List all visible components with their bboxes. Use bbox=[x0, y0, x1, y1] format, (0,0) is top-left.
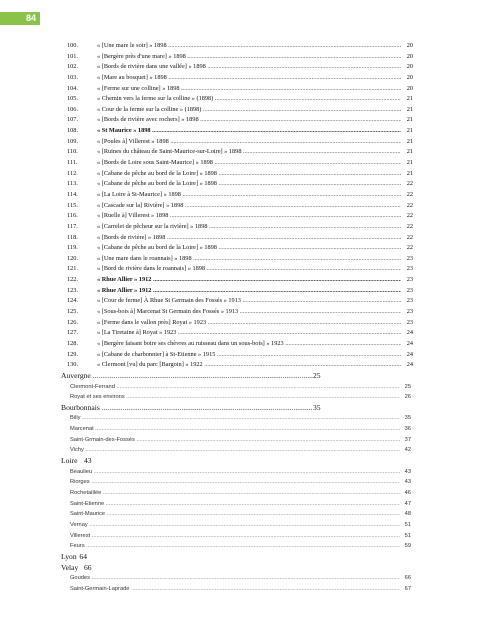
entry-number: 106. bbox=[67, 105, 79, 113]
entry-title-text: « [Cabane de pêche au bord de la Loire] » 1898 bbox=[97, 180, 217, 188]
list-item[interactable] bbox=[0, 211, 479, 222]
entry-page: 21 bbox=[401, 126, 413, 137]
entry-title bbox=[97, 211, 401, 222]
town-name bbox=[70, 509, 407, 520]
town-page: 47 bbox=[400, 499, 411, 510]
region-page: 35 bbox=[313, 402, 321, 412]
region-name-text: Velay bbox=[61, 562, 79, 572]
region-heading[interactable] bbox=[0, 552, 479, 563]
town-name bbox=[70, 477, 407, 488]
entry-title-text: « Clermont [vu] du parc [Bargoin] » 1922 bbox=[97, 361, 203, 369]
entry-title bbox=[97, 339, 401, 350]
region-heading[interactable] bbox=[0, 456, 479, 467]
region-index bbox=[0, 371, 479, 595]
town-name-text: Feurs bbox=[70, 543, 85, 550]
entry-page: 22 bbox=[401, 179, 413, 190]
entry-number: 111. bbox=[67, 159, 78, 167]
list-item[interactable] bbox=[0, 137, 479, 148]
list-item[interactable] bbox=[0, 94, 479, 105]
entry-title-text: « [Ruines du château de Saint-Maurice-sur-Loire] » 1898 bbox=[97, 148, 242, 156]
town-item[interactable] bbox=[0, 445, 479, 456]
town-name bbox=[70, 584, 407, 595]
town-item[interactable] bbox=[0, 531, 479, 542]
region-name-text: Lyon bbox=[61, 552, 77, 562]
entry-title-text: « [Bords de rivière dans une vallée] » 1898 bbox=[97, 63, 206, 71]
town-item[interactable] bbox=[0, 488, 479, 499]
entry-title bbox=[97, 94, 401, 105]
entry-title bbox=[97, 233, 401, 244]
list-item[interactable] bbox=[0, 222, 479, 233]
list-item[interactable] bbox=[0, 62, 479, 73]
entry-title-text: « [Bord de rivière dans le roannais] » 1898 bbox=[97, 265, 206, 273]
list-item[interactable] bbox=[0, 339, 479, 350]
region-name bbox=[61, 552, 479, 563]
town-page: 46 bbox=[400, 488, 411, 499]
entry-title-text: « [Cabane de charbonnier] à St-Etienne » 1915 bbox=[97, 350, 216, 358]
entry-title-text: « St Maurice » 1898 bbox=[97, 127, 151, 135]
entry-number: 102. bbox=[67, 63, 79, 71]
list-item[interactable] bbox=[0, 179, 479, 190]
entry-page: 24 bbox=[401, 328, 413, 339]
entry-page: 21 bbox=[401, 158, 413, 169]
town-name-text: Riorges bbox=[70, 479, 90, 486]
town-name bbox=[70, 520, 407, 531]
page-number-badge: 84 bbox=[0, 12, 40, 25]
town-name bbox=[70, 499, 407, 510]
town-name-text: Saint-Etienne bbox=[70, 500, 105, 507]
entry-title bbox=[97, 328, 401, 339]
entry-title-text: « [Sous-bois à] Marcenat St Germain des Fossés » 1913 bbox=[97, 308, 239, 316]
region-heading[interactable] bbox=[0, 371, 479, 382]
town-item[interactable] bbox=[0, 584, 479, 595]
entry-page: 20 bbox=[401, 41, 413, 52]
entry-number: 118. bbox=[67, 233, 78, 241]
town-name-text: Saint-Germain-Laprade bbox=[70, 585, 130, 592]
entry-page: 20 bbox=[401, 62, 413, 73]
entry-number: 114. bbox=[67, 190, 78, 198]
entry-title-text: « [Bords de Loire sous Saint-Maurice] » 1898 bbox=[97, 159, 213, 167]
entry-title bbox=[97, 190, 401, 201]
town-name bbox=[70, 413, 407, 424]
town-page: 67 bbox=[400, 584, 411, 595]
entry-title-text: « Rhue Allier » 1912 bbox=[97, 286, 152, 294]
region-name-text: Auvergne bbox=[61, 371, 91, 380]
entry-number: 121. bbox=[67, 265, 79, 273]
entry-title-text: « Cour de la ferme sur la colline » (1898) bbox=[97, 105, 202, 113]
town-page: 51 bbox=[400, 531, 411, 542]
entry-title-text: « [La Tiretaine à] Royat » 1923 bbox=[97, 329, 177, 337]
town-name bbox=[70, 435, 407, 446]
region-name-text: Bourbonnais bbox=[61, 402, 100, 412]
entry-page: 23 bbox=[401, 318, 413, 329]
region-heading[interactable] bbox=[0, 563, 479, 574]
entry-title bbox=[97, 222, 401, 233]
town-name bbox=[70, 424, 407, 435]
entry-title bbox=[97, 286, 401, 297]
town-page: 25 bbox=[400, 382, 411, 393]
town-name-text: Royat et ses environs bbox=[70, 394, 125, 401]
entry-number: 126. bbox=[67, 318, 79, 326]
entry-number: 107. bbox=[67, 116, 79, 124]
entry-page: 24 bbox=[401, 339, 413, 350]
entry-page: 23 bbox=[401, 307, 413, 318]
entry-title-text: « Rhue Allier » 1912 bbox=[97, 276, 152, 284]
town-page: 51 bbox=[400, 520, 411, 531]
entry-page: 20 bbox=[401, 73, 413, 84]
entry-title-text: « [Bords de rivière avec rochers] » 1898 bbox=[97, 116, 199, 124]
entry-number: 129. bbox=[67, 350, 79, 358]
entry-title-text: « [Bergère faisant boire ses chèvres au ruisseau dans un sous-bois] » 1923 bbox=[97, 339, 284, 347]
list-item[interactable] bbox=[0, 360, 479, 371]
entry-title bbox=[97, 52, 401, 63]
town-item[interactable] bbox=[0, 424, 479, 435]
list-item[interactable] bbox=[0, 126, 479, 137]
list-item[interactable] bbox=[0, 169, 479, 180]
list-item[interactable] bbox=[0, 275, 479, 286]
town-item[interactable] bbox=[0, 467, 479, 478]
entry-title-text: « [Mare au bosquet] » 1898 bbox=[97, 73, 167, 81]
town-item[interactable] bbox=[0, 477, 479, 488]
list-item[interactable] bbox=[0, 296, 479, 307]
entry-page: 23 bbox=[401, 254, 413, 265]
entry-title-text: « [Ferme dans le vallon près] Royat » 1923 bbox=[97, 318, 207, 326]
entry-title bbox=[97, 158, 401, 169]
entry-title bbox=[97, 84, 401, 95]
entry-page: 22 bbox=[401, 233, 413, 244]
town-item[interactable] bbox=[0, 435, 479, 446]
town-page: 37 bbox=[400, 435, 411, 446]
entry-page: 20 bbox=[401, 84, 413, 95]
entry-title bbox=[97, 201, 401, 212]
town-item[interactable] bbox=[0, 382, 479, 393]
entry-title bbox=[97, 73, 401, 84]
entry-page: 21 bbox=[401, 147, 413, 158]
region-heading[interactable] bbox=[0, 403, 479, 414]
entry-number: 104. bbox=[67, 84, 79, 92]
town-item[interactable] bbox=[0, 413, 479, 424]
entry-page: 21 bbox=[401, 169, 413, 180]
entry-title bbox=[97, 41, 401, 52]
town-page: 42 bbox=[400, 445, 411, 456]
list-item[interactable] bbox=[0, 318, 479, 329]
town-name bbox=[70, 573, 407, 584]
entry-page: 23 bbox=[401, 296, 413, 307]
town-name-text: Goudes bbox=[70, 575, 90, 582]
entry-number: 105. bbox=[67, 95, 79, 103]
list-item[interactable] bbox=[0, 201, 479, 212]
town-name-text: Vichy bbox=[70, 447, 84, 454]
region-name bbox=[61, 371, 319, 382]
list-item[interactable] bbox=[0, 254, 479, 265]
entry-number: 116. bbox=[67, 212, 78, 220]
town-name-text: Billy bbox=[70, 415, 81, 422]
entry-title-text: « [Cour de ferme] À Rhue St Germain des Fossés » 1913 bbox=[97, 297, 241, 305]
town-page: 43 bbox=[400, 467, 411, 478]
entry-title-text: « [Cabane de pêche au bord de la Loire] » 1898 bbox=[97, 244, 217, 252]
entry-number: 122. bbox=[67, 276, 79, 284]
entry-page: 23 bbox=[401, 275, 413, 286]
list-item[interactable] bbox=[0, 307, 479, 318]
list-item[interactable] bbox=[0, 264, 479, 275]
list-item[interactable] bbox=[0, 84, 479, 95]
list-item[interactable] bbox=[0, 147, 479, 158]
entry-number: 127. bbox=[67, 329, 79, 337]
list-item[interactable] bbox=[0, 73, 479, 84]
entry-title-text: « Chemin vers la ferme sur la colline » (1898) bbox=[97, 95, 214, 103]
entry-title bbox=[97, 243, 401, 254]
entry-title bbox=[97, 254, 401, 265]
town-name-text: Villerest bbox=[70, 532, 91, 539]
region-page: 64 bbox=[79, 552, 87, 562]
region-page: 43 bbox=[84, 456, 92, 466]
town-name-text: Beaulieu bbox=[70, 468, 93, 475]
town-page: 48 bbox=[400, 509, 411, 520]
entry-title bbox=[97, 360, 401, 371]
town-name-text: Saint-Maurice bbox=[70, 511, 106, 518]
entry-number: 112. bbox=[67, 169, 78, 177]
list-item[interactable] bbox=[0, 233, 479, 244]
entry-title-text: « [Poules à] Villerest » 1898 bbox=[97, 137, 169, 145]
region-name bbox=[61, 563, 479, 574]
list-item[interactable] bbox=[0, 158, 479, 169]
entry-number: 101. bbox=[67, 52, 79, 60]
town-name bbox=[70, 445, 407, 456]
entry-number: 109. bbox=[67, 137, 79, 145]
entry-title-text: « [Ruelle à] Villerest » 1898 bbox=[97, 212, 169, 220]
entry-number: 113. bbox=[67, 180, 78, 188]
entry-title-text: « [Carrelet de pêcheur sur la rivière] » 1898 bbox=[97, 222, 208, 230]
region-name bbox=[61, 456, 479, 467]
entry-page: 21 bbox=[401, 115, 413, 126]
town-name bbox=[70, 488, 407, 499]
list-item[interactable] bbox=[0, 286, 479, 297]
entry-title bbox=[97, 105, 401, 116]
entry-title bbox=[97, 318, 401, 329]
entry-title bbox=[97, 264, 401, 275]
town-name bbox=[70, 392, 407, 403]
entry-title-text: « [Ferme sur une colline] » 1898 bbox=[97, 84, 180, 92]
entry-page: 24 bbox=[401, 350, 413, 361]
town-page: 26 bbox=[400, 392, 411, 403]
town-name-text: Saint-Grmain-des-Fossés bbox=[70, 436, 135, 443]
list-item[interactable] bbox=[0, 243, 479, 254]
entry-page: 24 bbox=[401, 360, 413, 371]
entry-title bbox=[97, 296, 401, 307]
entry-number: 117. bbox=[67, 222, 78, 230]
town-name bbox=[70, 467, 407, 478]
town-name-text: Clermont-Ferrand bbox=[70, 383, 115, 390]
entry-page: 23 bbox=[401, 286, 413, 297]
list-item[interactable] bbox=[0, 105, 479, 116]
town-page: 36 bbox=[400, 424, 411, 435]
entry-title bbox=[97, 115, 401, 126]
entry-title bbox=[97, 275, 401, 286]
entry-title-text: « [Une mare dans le roannais] » 1898 bbox=[97, 254, 192, 262]
entry-title bbox=[97, 169, 401, 180]
list-item[interactable] bbox=[0, 350, 479, 361]
town-name-text: Vernay bbox=[70, 522, 88, 529]
town-page: 35 bbox=[400, 413, 411, 424]
entry-title bbox=[97, 137, 401, 148]
entry-number: 110. bbox=[67, 148, 78, 156]
town-item[interactable] bbox=[0, 509, 479, 520]
town-item[interactable] bbox=[0, 573, 479, 584]
town-name bbox=[70, 382, 407, 393]
entry-number: 130. bbox=[67, 361, 79, 369]
region-page: 66 bbox=[84, 562, 92, 572]
town-item[interactable] bbox=[0, 541, 479, 552]
list-item[interactable] bbox=[0, 115, 479, 126]
entry-title bbox=[97, 350, 401, 361]
entry-number: 125. bbox=[67, 308, 79, 316]
entry-page: 22 bbox=[401, 190, 413, 201]
entry-number: 115. bbox=[67, 201, 78, 209]
list-item[interactable] bbox=[0, 328, 479, 339]
list-item[interactable] bbox=[0, 190, 479, 201]
entry-title bbox=[97, 62, 401, 73]
entry-number: 120. bbox=[67, 254, 79, 262]
town-item[interactable] bbox=[0, 392, 479, 403]
entry-title bbox=[97, 307, 401, 318]
entry-number: 100. bbox=[67, 42, 79, 49]
list-item[interactable] bbox=[0, 41, 479, 52]
entry-title-text: « [Bords de rivière] » 1898 bbox=[97, 233, 166, 241]
entry-page: 22 bbox=[401, 243, 413, 254]
entry-number: 119. bbox=[67, 244, 78, 252]
entry-page: 21 bbox=[401, 94, 413, 105]
town-page: 43 bbox=[400, 477, 411, 488]
entry-title bbox=[97, 147, 401, 158]
entry-page: 23 bbox=[401, 264, 413, 275]
list-item[interactable] bbox=[0, 52, 479, 63]
entry-page: 22 bbox=[401, 201, 413, 212]
entry-number: 108. bbox=[67, 127, 79, 135]
painting-list bbox=[0, 41, 479, 371]
region-page: 25 bbox=[313, 371, 321, 380]
town-item[interactable] bbox=[0, 520, 479, 531]
town-item[interactable] bbox=[0, 499, 479, 510]
entry-page: 22 bbox=[401, 211, 413, 222]
town-name bbox=[70, 531, 407, 542]
entry-number: 128. bbox=[67, 339, 79, 347]
entry-number: 123. bbox=[67, 286, 79, 294]
entry-title bbox=[97, 126, 401, 137]
region-name-text: Loire bbox=[61, 456, 78, 466]
town-page: 66 bbox=[400, 573, 411, 584]
entry-page: 21 bbox=[401, 105, 413, 116]
entry-title-text: « [Une mare le soir] » 1898 bbox=[97, 42, 167, 49]
entry-title-text: « [Cascade sur la] Rivière] » 1898 bbox=[97, 201, 184, 209]
entry-page: 21 bbox=[401, 137, 413, 148]
town-name-text: Rochetaillée bbox=[70, 490, 102, 496]
entry-title-text: « [Cabane de pêche au bord de la Loire] » 1898 bbox=[97, 169, 217, 177]
entry-page: 22 bbox=[401, 222, 413, 233]
town-page: 59 bbox=[400, 541, 411, 552]
entry-number: 103. bbox=[67, 73, 79, 81]
entry-page: 20 bbox=[401, 52, 413, 63]
town-name bbox=[70, 541, 407, 552]
entry-number: 124. bbox=[67, 297, 79, 305]
town-name-text: Marcenat bbox=[70, 426, 94, 433]
entry-title-text: « [La Loire à St-Maurice] » 1898 bbox=[97, 190, 181, 198]
region-name bbox=[61, 403, 319, 414]
entry-title-text: « [Bergère près d'une mare] » 1898 bbox=[97, 52, 186, 60]
entry-title bbox=[97, 179, 401, 190]
